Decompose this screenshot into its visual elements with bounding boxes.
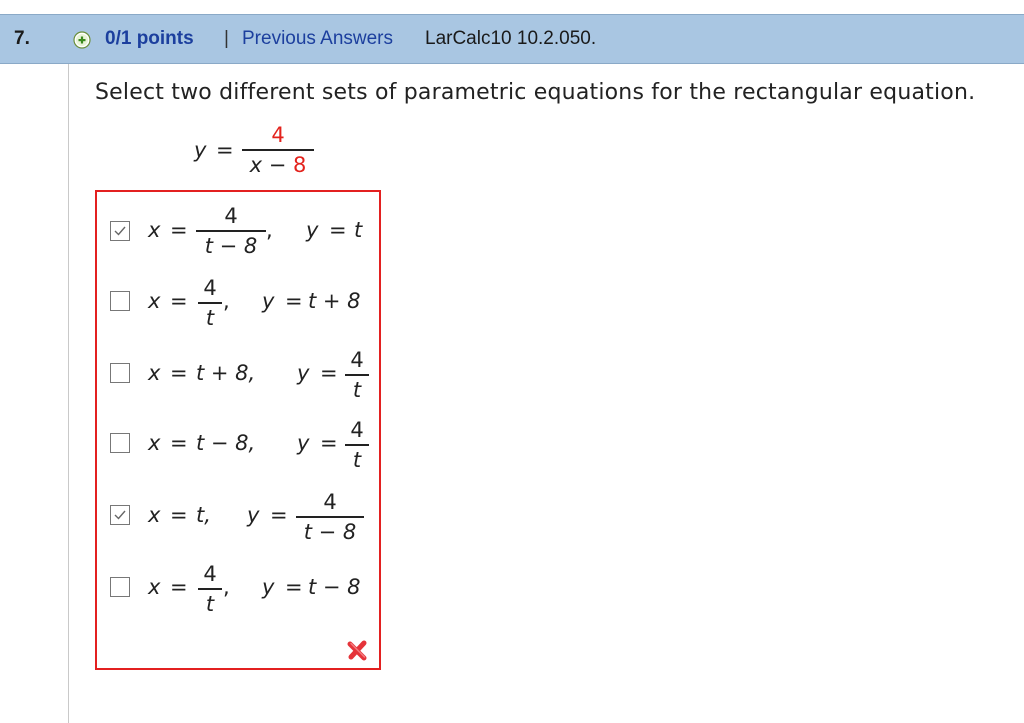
equation-numerator: 4: [271, 123, 285, 147]
incorrect-x-icon: [346, 638, 370, 662]
option-3-equals: =: [170, 361, 188, 385]
option-5-y-equals: =: [270, 503, 288, 527]
equation-equals: =: [216, 138, 234, 162]
checkmark-icon: [112, 507, 128, 523]
option-5-y-fraction: 4 t − 8: [296, 489, 364, 545]
option-5-checkbox[interactable]: [110, 505, 130, 525]
option-3-x-label: x: [148, 361, 161, 385]
option-2-y-expr: t + 8: [308, 289, 361, 313]
option-2-equals: =: [170, 289, 188, 313]
option-6-comma: ,: [223, 575, 230, 599]
option-1-comma: ,: [266, 218, 273, 242]
option-3-y-label: y: [297, 361, 310, 385]
option-6-y-equals: =: [285, 575, 303, 599]
option-3-y-equals: =: [320, 361, 338, 385]
option-4-x-label: x: [148, 431, 161, 455]
option-2-y-equals: =: [285, 289, 303, 313]
question-header: [0, 14, 1024, 64]
expand-plus-icon[interactable]: [73, 31, 91, 49]
option-5-x-expr: t,: [196, 503, 211, 527]
option-2-checkbox[interactable]: [110, 291, 130, 311]
option-2-y-label: y: [262, 289, 275, 313]
option-4-y-equals: =: [320, 431, 338, 455]
option-3-y-fraction: 4 t: [345, 347, 369, 403]
option-6-y-expr: t − 8: [308, 575, 361, 599]
option-6-x-label: x: [148, 575, 161, 599]
option-1-equals: =: [170, 218, 188, 242]
option-6-x-fraction: 4 t: [198, 561, 222, 617]
left-divider: [68, 64, 69, 723]
option-2-x-label: x: [148, 289, 161, 313]
option-6-checkbox[interactable]: [110, 577, 130, 597]
option-2-comma: ,: [223, 289, 230, 313]
option-4-checkbox[interactable]: [110, 433, 130, 453]
previous-answers-link[interactable]: Previous Answers: [242, 28, 394, 49]
option-5-y-label: y: [247, 503, 260, 527]
option-2-x-fraction: 4 t: [198, 275, 222, 331]
fraction-bar: [242, 149, 314, 151]
option-5-x-label: x: [148, 503, 161, 527]
option-4-equals: =: [170, 431, 188, 455]
equation-fraction: [242, 122, 314, 178]
option-5-equals: =: [170, 503, 188, 527]
option-3-x-expr: t + 8,: [196, 361, 256, 385]
option-4-x-expr: t − 8,: [196, 431, 256, 455]
option-3-checkbox[interactable]: [110, 363, 130, 383]
question-number: 7.: [14, 28, 30, 49]
option-1-y-expr: t: [354, 218, 363, 242]
option-1-y-equals: =: [329, 218, 347, 242]
option-1-y-label: y: [306, 218, 319, 242]
option-1-x-label: x: [148, 218, 161, 242]
problem-source: LarCalc10 10.2.050.: [425, 28, 597, 49]
header-separator: |: [224, 28, 229, 49]
option-1-checkbox[interactable]: [110, 221, 130, 241]
option-4-y-fraction: 4 t: [345, 417, 369, 473]
option-6-equals: =: [170, 575, 188, 599]
option-6-y-label: y: [262, 575, 275, 599]
points-score: 0/1 points: [105, 28, 194, 49]
option-4-y-label: y: [297, 431, 310, 455]
checkmark-icon: [112, 223, 128, 239]
question-prompt: Select two different sets of parametric equations for the rectangular equation.: [95, 80, 976, 105]
equation-denominator: x − 8: [249, 152, 307, 177]
equation-lhs: y: [194, 138, 207, 162]
option-1-x-fraction: 4 t − 8: [196, 203, 266, 259]
